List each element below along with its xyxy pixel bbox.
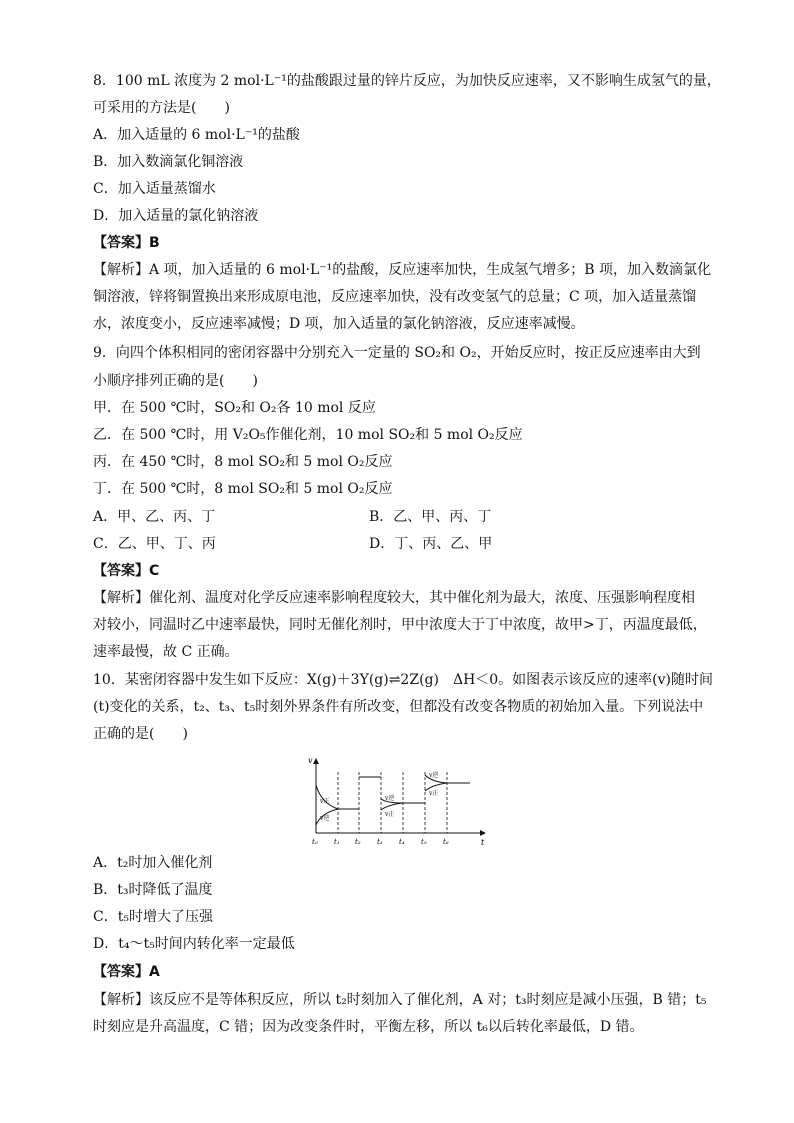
q10-option-d: D．t₄～t₅时间内转化率一定最低	[93, 936, 295, 952]
q8-analysis-line2: 铜溶液，锌将铜置换出来形成原电池，反应速率加快，没有改变氢气的总量；C 项，加入适量蒸馏	[93, 289, 697, 305]
label-v-forward-3: v正	[385, 811, 395, 818]
curve-segment-1-upper	[316, 785, 338, 809]
q10-analysis-line2: 时刻应是升高温度，C 错；因为改变条件时，平衡左移，所以 t₆以后转化率最低，D 错。	[93, 1019, 644, 1035]
q9-item-bing: 丙．在 450 ℃时，8 mol SO₂和 5 mol O₂反应	[93, 454, 393, 470]
q10-analysis-line1: 【解析】该反应不是等体积反应，所以 t₂时刻加入了催化剂，A 对；t₃时刻应是减小压强，B 错；t₅	[93, 992, 707, 1008]
tick-t3: t₃	[377, 838, 383, 846]
q9-analysis-line3: 速率最慢，故 C 正确。	[93, 644, 239, 660]
q8-analysis-line1: 【解析】A 项，加入适量的 6 mol·L⁻¹的盐酸，反应速率加快，生成氢气增多；B 项，加入数滴氯化	[93, 262, 712, 278]
q8-stem-line1: 8．100 mL 浓度为 2 mol·L⁻¹的盐酸跟过量的锌片反应，为加快反应速率，又不影响生成氢气的量，	[93, 73, 721, 89]
q9-item-jia: 甲．在 500 ℃时，SO₂和 O₂各 10 mol 反应	[93, 400, 376, 416]
q9-analysis-line1: 【解析】催化剂、温度对化学反应速率影响程度较大，其中催化剂为最大，浓度、压强影响程度相	[93, 590, 695, 606]
q10-stem-line1: 10．某密闭容器中发生如下反应：X(g)＋3Y(g)⇌2Z(g) ΔH＜0。如图表示该反应的速率(v)随时间	[93, 672, 714, 688]
label-v-reverse-3: v逆	[385, 795, 395, 802]
y-axis-label: v	[308, 756, 313, 765]
label-v-forward-5: v正	[429, 790, 439, 797]
q9-stem-line1: 9．向四个体积相同的密闭容器中分别充入一定量的 SO₂和 O₂，开始反应时，按正反应速率由大到	[93, 345, 701, 361]
time-tick-labels	[312, 838, 449, 846]
q8-option-a: A．加入适量的 6 mol·L⁻¹的盐酸	[93, 127, 300, 143]
tick-t4: t₄	[399, 838, 405, 846]
label-v-forward-1: v正	[320, 798, 330, 805]
q8-option-c: C．加入适量蒸馏水	[93, 181, 216, 197]
curve-labels	[319, 771, 438, 822]
q10-option-c: C．t₅时增大了压强	[93, 909, 213, 925]
q10-answer: 【答案】A	[93, 964, 160, 980]
q10-stem-line3: 正确的是( )	[93, 726, 188, 742]
q9-option-b: B．乙、甲、丙、丁	[369, 509, 492, 525]
q9-item-ding: 丁．在 500 ℃时，8 mol SO₂和 5 mol O₂反应	[93, 481, 393, 497]
tick-t2: t₂	[355, 838, 361, 846]
tick-t1: t₁	[334, 838, 340, 846]
rate-time-graph	[305, 755, 495, 849]
label-v-reverse-5: v逆	[429, 772, 439, 779]
q9-option-d: D．丁、丙、乙、甲	[369, 536, 493, 552]
q8-answer: 【答案】B	[93, 235, 160, 251]
curve-segment-3-lower	[381, 803, 403, 810]
q10-stem-line2: (t)变化的关系，t₂、t₃、t₅时刻外界条件有所改变，但都没有改变各物质的初始加入量。下列说法中	[93, 699, 704, 715]
q9-stem-line2: 小顺序排列正确的是( )	[93, 373, 258, 389]
q9-analysis-line2: 对较小，同温时乙中速率最快，同时无催化剂时，甲中浓度大于丁中浓度，故甲>丁，丙温度最低，	[93, 617, 707, 633]
q8-stem-line2: 可采用的方法是( )	[93, 100, 230, 116]
tick-t6: t₆	[443, 838, 449, 846]
tick-t5: t₅	[421, 838, 427, 846]
q10-option-a: A．t₂时加入催化剂	[93, 855, 213, 871]
q9-item-yi: 乙．在 500 ℃时，用 V₂O₅作催化剂，10 mol SO₂和 5 mol O₂反应	[93, 427, 523, 443]
q8-option-d: D．加入适量的氯化钠溶液	[93, 208, 259, 224]
q10-option-b: B．t₃时降低了温度	[93, 882, 213, 898]
tick-t0: t₀	[312, 838, 318, 846]
q9-option-c: C．乙、甲、丁、丙	[93, 536, 216, 552]
q9-option-a: A．甲、乙、丙、丁	[93, 509, 216, 525]
label-v-reverse-1: v逆	[320, 815, 330, 822]
q8-analysis-line3: 水，浓度变小，反应速率减慢；D 项，加入适量的氯化钠溶液，反应速率减慢。	[93, 316, 585, 332]
q8-option-b: B．加入数滴氯化铜溶液	[93, 154, 244, 170]
x-axis-label: t	[481, 838, 485, 847]
q9-answer: 【答案】C	[93, 563, 160, 579]
